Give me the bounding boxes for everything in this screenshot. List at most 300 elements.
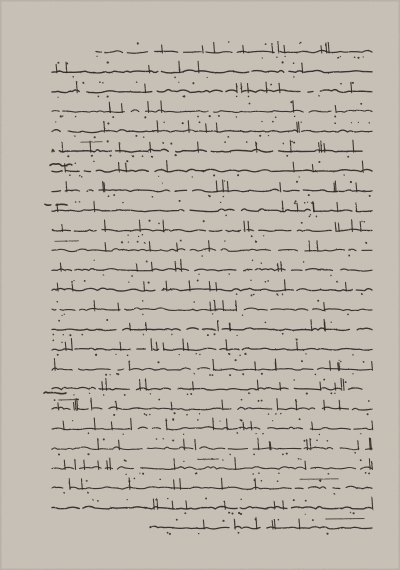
margin-note <box>45 204 67 205</box>
nuqta-dot <box>340 56 341 57</box>
nuqta-dot <box>98 96 100 98</box>
nuqta-dot <box>312 519 314 521</box>
nuqta-dot <box>67 155 69 157</box>
nuqta-dot <box>148 282 150 284</box>
nuqta-dot <box>361 221 362 222</box>
nuqta-dot <box>173 420 174 421</box>
nuqta-dot <box>367 413 369 415</box>
nuqta-dot <box>286 155 288 157</box>
nuqta-dot <box>171 334 172 335</box>
nuqta-dot <box>251 235 253 237</box>
nuqta-dot <box>249 103 251 105</box>
nuqta-dot <box>194 373 195 374</box>
nuqta-dot <box>229 454 231 456</box>
nuqta-dot <box>293 62 295 64</box>
nuqta-dot <box>127 235 128 236</box>
nuqta-dot <box>361 293 363 295</box>
nuqta-dot <box>179 200 181 202</box>
nuqta-dot <box>330 392 332 394</box>
nuqta-dot <box>268 135 269 136</box>
nuqta-dot <box>209 195 211 197</box>
nuqta-dot <box>88 432 90 434</box>
nuqta-dot <box>334 122 336 124</box>
nuqta-dot <box>81 176 83 178</box>
nuqta-dot <box>81 334 83 336</box>
nuqta-dot <box>199 413 201 415</box>
nuqta-dot <box>115 401 117 403</box>
nuqta-dot <box>278 472 280 474</box>
nuqta-dot <box>296 181 298 183</box>
nuqta-dot <box>308 194 310 196</box>
nuqta-dot <box>52 340 54 342</box>
nuqta-dot <box>239 354 241 356</box>
nuqta-dot <box>69 334 71 336</box>
nuqta-dot <box>364 221 366 223</box>
nuqta-dot <box>163 122 165 124</box>
overline-mark <box>300 479 339 480</box>
nuqta-dot <box>162 142 164 144</box>
nuqta-dot <box>368 400 370 402</box>
nuqta-dot <box>305 353 306 354</box>
nuqta-dot <box>187 394 189 396</box>
nuqta-dot <box>300 459 301 460</box>
nuqta-dot <box>203 220 205 222</box>
nuqta-dot <box>61 342 62 343</box>
nuqta-dot <box>228 512 230 514</box>
nuqta-dot <box>128 281 129 282</box>
nuqta-dot <box>352 354 353 355</box>
nuqta-dot <box>238 532 240 534</box>
nuqta-dot <box>103 438 105 440</box>
nuqta-dot <box>270 84 272 86</box>
nuqta-dot <box>79 201 81 203</box>
nuqta-dot <box>64 313 65 314</box>
nuqta-dot <box>220 421 221 422</box>
nuqta-dot <box>224 141 226 143</box>
nuqta-dot <box>184 512 186 514</box>
nuqta-dot <box>158 223 160 225</box>
nuqta-dot <box>333 493 335 495</box>
nuqta-dot <box>96 56 97 57</box>
nuqta-dot <box>298 458 300 460</box>
nuqta-dot <box>110 155 112 157</box>
nuqta-dot <box>75 116 76 117</box>
nuqta-dot <box>236 293 238 295</box>
nuqta-dot <box>144 413 146 415</box>
nuqta-dot <box>291 141 293 143</box>
nuqta-dot <box>340 361 342 363</box>
nuqta-dot <box>301 122 302 123</box>
nuqta-dot <box>253 479 255 481</box>
nuqta-dot <box>57 354 59 356</box>
nuqta-dot <box>103 274 104 275</box>
nuqta-dot <box>262 433 264 435</box>
nuqta-dot <box>227 136 229 138</box>
nuqta-dot <box>110 374 111 375</box>
nuqta-dot <box>365 242 367 244</box>
nuqta-dot <box>182 122 184 124</box>
nuqta-dot <box>252 473 254 475</box>
nuqta-dot <box>62 115 64 117</box>
nuqta-dot <box>275 413 277 415</box>
nuqta-dot <box>251 294 253 296</box>
nuqta-dot <box>315 374 317 376</box>
nuqta-dot <box>248 96 250 98</box>
nuqta-dot <box>301 360 303 362</box>
nuqta-dot <box>87 453 89 455</box>
nuqta-dot <box>54 399 56 401</box>
nuqta-dot <box>317 300 319 302</box>
nuqta-dot <box>241 399 243 401</box>
nuqta-dot <box>197 116 199 118</box>
nuqta-dot <box>156 438 158 440</box>
nuqta-dot <box>237 432 238 433</box>
nuqta-dot <box>94 136 96 138</box>
nuqta-dot <box>142 155 144 157</box>
nuqta-dot <box>255 433 256 434</box>
nuqta-dot <box>136 81 138 83</box>
nuqta-dot <box>293 76 294 77</box>
nuqta-dot <box>258 400 260 402</box>
nuqta-dot <box>97 500 99 502</box>
nuqta-dot <box>283 143 284 144</box>
nuqta-dot <box>60 115 62 117</box>
nuqta-dot <box>125 163 127 165</box>
nuqta-dot <box>244 353 246 355</box>
nuqta-dot <box>318 95 319 96</box>
nuqta-dot <box>250 280 251 281</box>
nuqta-dot <box>330 275 331 276</box>
nuqta-dot <box>107 140 109 142</box>
nuqta-dot <box>107 61 109 63</box>
nuqta-dot <box>99 81 101 83</box>
nuqta-dot <box>334 116 336 118</box>
nuqta-dot <box>63 492 65 494</box>
nuqta-dot <box>309 216 311 218</box>
overline-mark <box>325 519 364 520</box>
nuqta-dot <box>338 57 339 58</box>
nuqta-dot <box>106 319 108 321</box>
nuqta-dot <box>52 334 54 336</box>
nuqta-dot <box>296 339 298 341</box>
nuqta-dot <box>135 135 137 137</box>
nuqta-dot <box>107 122 109 124</box>
nuqta-dot <box>155 499 156 500</box>
nuqta-dot <box>127 354 129 356</box>
nuqta-dot <box>105 374 107 376</box>
nuqta-dot <box>311 202 313 204</box>
nuqta-dot <box>123 434 124 435</box>
nuqta-dot <box>124 459 126 461</box>
nuqta-dot <box>319 434 320 435</box>
nuqta-dot <box>150 393 151 394</box>
nuqta-dot <box>307 202 308 203</box>
nuqta-dot <box>258 472 260 474</box>
nuqta-dot <box>192 176 193 177</box>
nuqta-dot <box>162 183 163 184</box>
nuqta-dot <box>57 62 59 64</box>
nuqta-dot <box>79 175 81 177</box>
nuqta-dot <box>103 394 104 395</box>
nuqta-dot <box>241 420 243 422</box>
nuqta-dot <box>261 400 263 402</box>
nuqta-dot <box>352 373 353 374</box>
nuqta-dot <box>121 241 123 243</box>
nuqta-dot <box>299 176 300 177</box>
nuqta-dot <box>354 452 356 454</box>
nuqta-dot <box>174 77 176 79</box>
nuqta-dot <box>265 281 267 283</box>
nuqta-dot <box>261 263 262 264</box>
nuqta-dot <box>157 361 159 363</box>
nuqta-dot <box>358 122 359 123</box>
nuqta-dot <box>265 43 267 45</box>
nuqta-dot <box>350 512 351 513</box>
nuqta-dot <box>63 334 64 335</box>
nuqta-dot <box>369 195 371 197</box>
nuqta-dot <box>277 480 279 482</box>
nuqta-dot <box>199 354 200 355</box>
nuqta-dot <box>87 492 89 494</box>
nuqta-dot <box>294 116 296 118</box>
nuqta-dot <box>368 472 370 474</box>
nuqta-dot <box>159 478 161 480</box>
nuqta-dot <box>282 61 284 63</box>
nuqta-dot <box>326 533 328 535</box>
nuqta-dot <box>209 374 211 376</box>
nuqta-dot <box>122 202 123 203</box>
nuqta-dot <box>318 161 320 163</box>
nuqta-dot <box>55 121 56 122</box>
nuqta-dot <box>223 196 225 198</box>
nuqta-dot <box>248 392 250 394</box>
nuqta-dot <box>175 154 177 156</box>
nuqta-dot <box>299 418 301 420</box>
nuqta-dot <box>129 361 130 362</box>
nuqta-dot <box>339 360 340 361</box>
nuqta-dot <box>334 393 335 394</box>
nuqta-dot <box>286 453 288 455</box>
nuqta-dot <box>310 214 311 215</box>
nuqta-dot <box>340 83 342 85</box>
nuqta-dot <box>360 433 361 434</box>
nuqta-dot <box>71 281 73 283</box>
nuqta-dot <box>58 320 60 322</box>
nuqta-dot <box>144 242 145 243</box>
nuqta-dot <box>261 121 262 122</box>
nuqta-dot <box>238 512 240 514</box>
nuqta-dot <box>91 155 93 157</box>
nuqta-dot <box>350 181 352 183</box>
nuqta-dot <box>158 399 160 401</box>
nuqta-dot <box>336 281 338 283</box>
nuqta-dot <box>198 533 199 534</box>
nuqta-dot <box>72 76 74 78</box>
nuqta-dot <box>144 116 146 118</box>
nuqta-dot <box>94 260 95 261</box>
nuqta-dot <box>128 480 130 482</box>
nuqta-dot <box>229 274 230 275</box>
nuqta-dot <box>348 255 350 257</box>
overline-mark <box>58 400 78 401</box>
nuqta-dot <box>282 454 284 456</box>
nuqta-dot <box>327 440 329 442</box>
nuqta-dot <box>112 116 114 118</box>
nuqta-dot <box>197 419 199 421</box>
nuqta-dot <box>125 474 127 476</box>
nuqta-dot <box>209 115 211 117</box>
nuqta-dot <box>235 359 237 361</box>
nuqta-dot <box>66 63 68 65</box>
nuqta-dot <box>124 394 126 396</box>
nuqta-dot <box>107 96 109 98</box>
nuqta-dot <box>73 280 74 281</box>
nuqta-dot <box>263 235 264 236</box>
nuqta-dot <box>151 156 153 158</box>
nuqta-dot <box>195 473 197 475</box>
nuqta-dot <box>75 163 77 165</box>
nuqta-dot <box>74 135 75 136</box>
nuqta-dot <box>214 333 216 335</box>
nuqta-dot <box>276 57 277 58</box>
nuqta-dot <box>295 200 297 202</box>
nuqta-dot <box>108 195 110 197</box>
nuqta-dot <box>265 322 267 324</box>
nuqta-dot <box>57 97 58 98</box>
nuqta-dot <box>58 453 60 455</box>
nuqta-dot <box>167 532 169 534</box>
nuqta-dot <box>167 498 168 499</box>
nuqta-dot <box>145 414 147 416</box>
nuqta-dot <box>246 141 248 143</box>
nuqta-dot <box>137 241 139 243</box>
nuqta-dot <box>268 413 269 414</box>
nuqta-dot <box>176 519 178 521</box>
nuqta-dot <box>61 315 62 316</box>
nuqta-dot <box>310 439 311 440</box>
nuqta-dot <box>146 261 148 263</box>
overline-mark <box>55 241 79 242</box>
nuqta-dot <box>224 180 225 181</box>
nuqta-dot <box>178 82 179 83</box>
nuqta-dot <box>261 480 263 482</box>
nuqta-dot <box>360 103 362 105</box>
nuqta-dot <box>301 62 302 63</box>
nuqta-dot <box>275 116 277 118</box>
nuqta-dot <box>142 234 144 236</box>
nuqta-dot <box>186 414 188 416</box>
nuqta-dot <box>169 533 171 535</box>
nuqta-dot <box>82 82 84 84</box>
nuqta-dot <box>72 420 73 421</box>
nuqta-dot <box>272 420 273 421</box>
nuqta-dot <box>331 322 332 323</box>
nuqta-dot <box>143 334 144 335</box>
nuqta-dot <box>134 478 136 480</box>
nuqta-dot <box>126 160 128 162</box>
nuqta-dot <box>132 155 134 157</box>
nuqta-dot <box>231 512 233 514</box>
nuqta-dot <box>347 314 349 316</box>
nuqta-dot <box>220 202 221 203</box>
nuqta-dot <box>300 42 302 44</box>
nuqta-dot <box>293 379 295 381</box>
nuqta-dot <box>347 156 349 158</box>
nuqta-dot <box>284 56 285 57</box>
nuqta-dot <box>228 41 230 43</box>
nuqta-dot <box>255 241 257 243</box>
nuqta-dot <box>206 77 208 79</box>
nuqta-dot <box>354 56 356 58</box>
nuqta-dot <box>323 379 325 381</box>
nuqta-dot <box>316 440 318 442</box>
nuqta-dot <box>163 438 164 439</box>
nuqta-dot <box>199 121 201 123</box>
nuqta-dot <box>84 280 86 282</box>
nuqta-dot <box>236 335 237 336</box>
nuqta-dot <box>351 122 352 123</box>
nuqta-dot <box>368 122 370 124</box>
nuqta-dot <box>306 393 308 395</box>
nuqta-dot <box>280 413 281 414</box>
nuqta-dot <box>115 354 116 355</box>
nuqta-dot <box>242 373 244 375</box>
nuqta-dot <box>170 143 172 145</box>
nuqta-dot <box>117 373 119 375</box>
nuqta-dot <box>149 414 151 416</box>
nuqta-dot <box>138 236 139 237</box>
nuqta-dot <box>304 202 306 204</box>
nuqta-dot <box>183 434 184 435</box>
nuqta-dot <box>240 499 241 500</box>
nuqta-dot <box>353 512 355 514</box>
nuqta-dot <box>217 320 219 322</box>
nuqta-dot <box>89 393 90 394</box>
nuqta-dot <box>293 142 295 144</box>
nuqta-dot <box>236 116 237 117</box>
nuqta-dot <box>222 459 223 460</box>
nuqta-dot <box>363 56 364 57</box>
nuqta-dot <box>75 201 77 203</box>
nuqta-dot <box>113 414 115 416</box>
nuqta-dot <box>253 294 255 296</box>
nuqta-dot <box>197 280 199 282</box>
nuqta-dot <box>253 454 255 456</box>
nuqta-dot <box>93 161 95 163</box>
nuqta-dot <box>357 57 359 59</box>
nuqta-dot <box>304 440 306 442</box>
nuqta-dot <box>142 473 144 475</box>
nuqta-dot <box>142 300 143 301</box>
nuqta-dot <box>261 373 263 375</box>
nuqta-dot <box>282 333 284 335</box>
nuqta-dot <box>142 314 143 315</box>
nuqta-dot <box>222 520 224 522</box>
nuqta-dot <box>95 354 97 356</box>
nuqta-dot <box>192 82 194 84</box>
nuqta-dot <box>301 222 303 224</box>
nuqta-dot <box>267 280 269 282</box>
nuqta-dot <box>236 96 238 98</box>
nuqta-dot <box>272 121 274 123</box>
nuqta-dot <box>225 215 227 217</box>
nuqta-dot <box>224 240 225 241</box>
nuqta-dot <box>237 174 239 176</box>
nuqta-dot <box>290 101 292 103</box>
nuqta-dot <box>152 196 154 198</box>
nuqta-dot <box>86 480 88 482</box>
nuqta-dot <box>255 518 257 520</box>
